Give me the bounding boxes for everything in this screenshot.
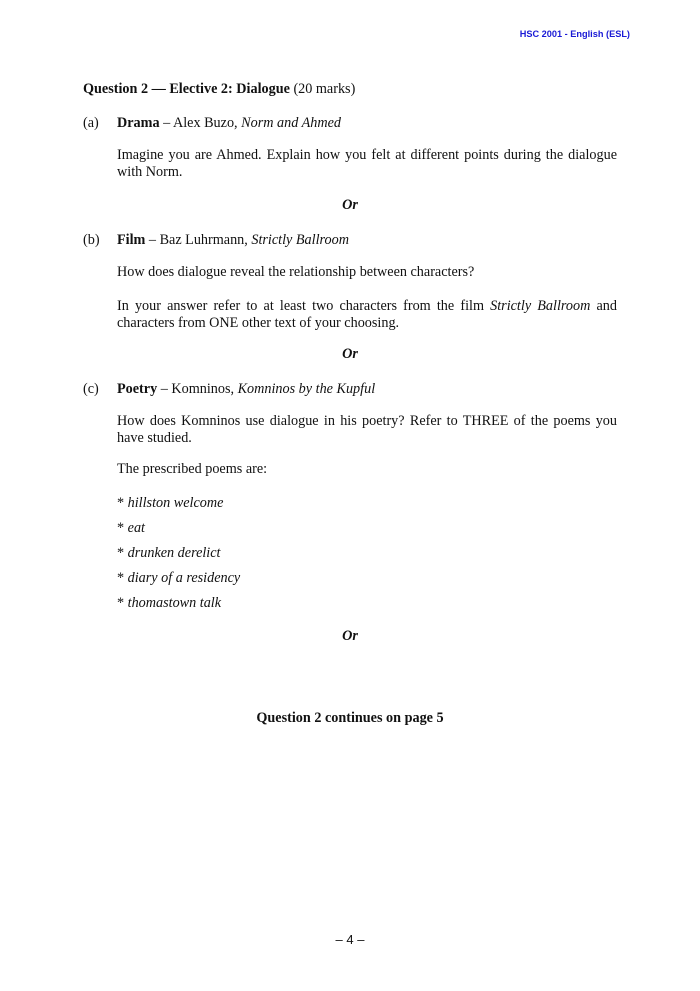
question-title-bold: Question 2 — Elective 2: Dialogue bbox=[83, 81, 290, 97]
poem-list-item bbox=[117, 569, 240, 587]
prompt-work: Strictly Ballroom bbox=[490, 298, 591, 314]
bullet: * bbox=[117, 495, 128, 511]
part-c-prompt: How does Komninos use dialogue in his poetry? Refer to THREE of the poems you have studied. bbox=[117, 413, 617, 446]
part-author: – Alex Buzo, bbox=[159, 115, 242, 131]
prompt-text: and characters from ONE other text of your choosing. bbox=[117, 298, 617, 331]
exam-header-tag: HSC 2001 - English (ESL) bbox=[519, 29, 630, 39]
part-label: (c) bbox=[83, 381, 99, 397]
part-author: – Baz Luhrmann, bbox=[145, 232, 252, 248]
part-c-heading bbox=[83, 380, 375, 398]
part-type: Poetry bbox=[117, 381, 158, 397]
part-author: – Komninos, bbox=[157, 381, 238, 397]
part-a-heading bbox=[83, 114, 341, 132]
poem-title: drunken derelict bbox=[127, 545, 221, 561]
part-b-heading bbox=[83, 231, 349, 249]
poem-title: hillston welcome bbox=[127, 495, 224, 511]
part-work: Komninos by the Kupful bbox=[237, 381, 376, 397]
prompt-text: In your answer refer to at least two characters from the film bbox=[117, 298, 491, 314]
question-marks: (20 marks) bbox=[293, 81, 356, 97]
part-work: Strictly Ballroom bbox=[251, 232, 349, 248]
page-number: – 4 – bbox=[335, 932, 365, 947]
part-label: (b) bbox=[83, 232, 100, 248]
poem-list-item bbox=[117, 594, 221, 612]
or-separator: Or bbox=[342, 628, 358, 644]
or-separator: Or bbox=[342, 197, 358, 213]
part-b-prompt: How does dialogue reveal the relationship between characters? bbox=[117, 264, 475, 280]
bullet: * bbox=[117, 570, 128, 586]
poem-title: thomastown talk bbox=[127, 595, 222, 611]
bullet: * bbox=[117, 520, 128, 536]
question-title bbox=[83, 80, 355, 98]
part-type: Drama bbox=[117, 115, 160, 131]
part-a-prompt: Imagine you are Ahmed. Explain how you felt at different points during the dialogue with Norm. bbox=[117, 147, 617, 180]
continues-note: Question 2 continues on page 5 bbox=[256, 710, 444, 726]
poem-list-item bbox=[117, 519, 145, 537]
bullet: * bbox=[117, 595, 128, 611]
part-work: Norm and Ahmed bbox=[241, 115, 341, 131]
poem-list-item bbox=[117, 544, 220, 562]
poem-title: diary of a residency bbox=[127, 570, 241, 586]
bullet: * bbox=[117, 545, 128, 561]
part-type: Film bbox=[117, 232, 146, 248]
poem-list-item bbox=[117, 494, 223, 512]
or-separator: Or bbox=[342, 346, 358, 362]
poem-title: eat bbox=[127, 520, 145, 536]
part-b-prompt-2 bbox=[117, 298, 617, 332]
part-label: (a) bbox=[83, 115, 99, 131]
poems-intro: The prescribed poems are: bbox=[117, 461, 268, 477]
